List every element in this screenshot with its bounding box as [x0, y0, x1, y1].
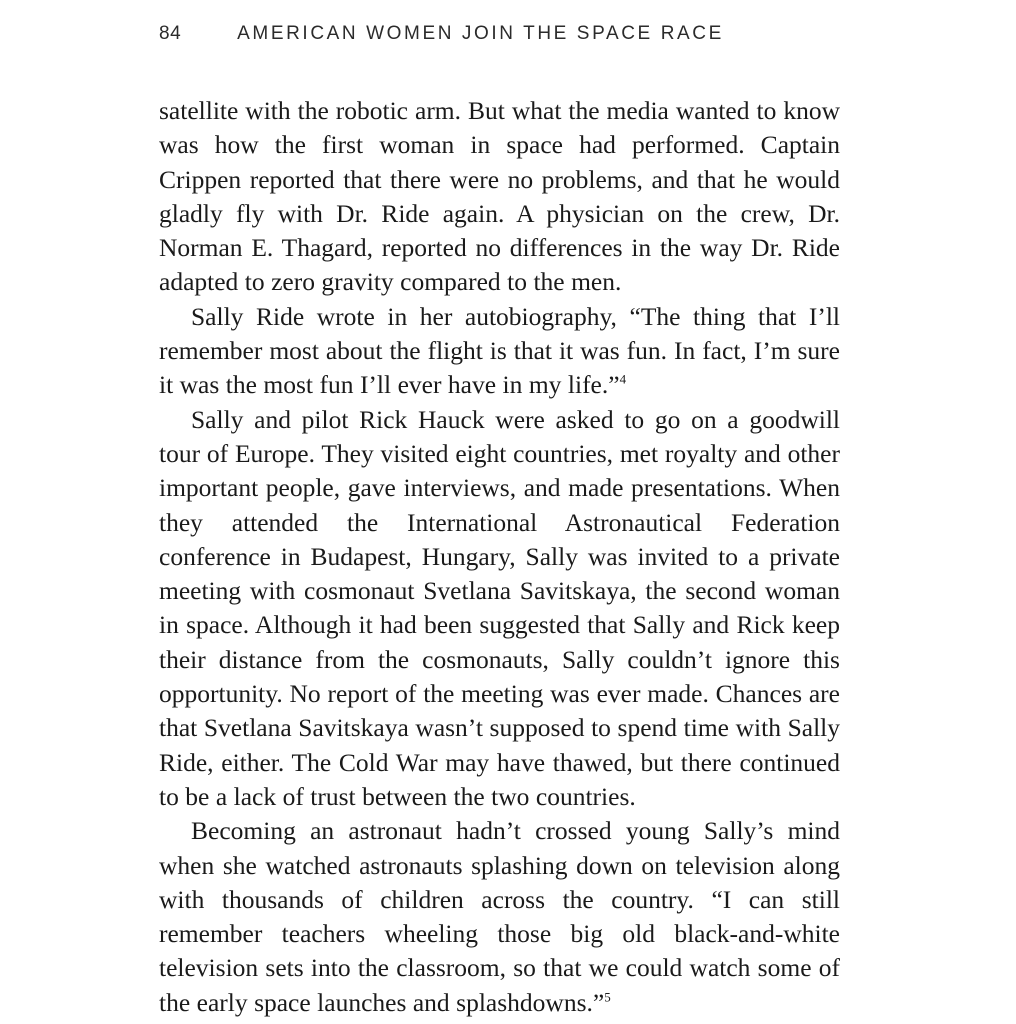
paragraph-text: Sally and pilot Rick Hauck were asked to go on a goodwill tour of Europe. They visited eight countries, met royalty and other important people, gave interviews, and made presentations. When they attended the International Astronautical Federation conference in Budapest, Hungary, Sally was invited to a private meeting with cosmonaut Svetlana Savitskaya, the second woman in space. Although it had been suggested that Sally and Rick keep their distance from the cosmonauts, Sally couldn’t ignore this opportunity. No report of the meeting was ever made. Chances are that Svetlana Savitskaya wasn’t supposed to spend time with Sally Ride, either. The Cold War may have thawed, but there continued to be a lack of trust between the two countries.	[159, 404, 840, 811]
running-title: AMERICAN WOMEN JOIN THE SPACE RACE	[237, 23, 724, 44]
paragraph-text: satellite with the robotic arm. But what the media wanted to know was how the first woman in space had performed. Captain Crippen reported that there were no problems, and that he would gladly fly with Dr. Ride again. A physician on the crew, Dr. Norman E. Thagard, reported no differences in the way Dr. Ride adapted to zero gravity compared to the men.	[159, 96, 840, 297]
running-head	[159, 20, 859, 48]
body-paragraph	[159, 403, 840, 815]
body-paragraph	[159, 300, 840, 403]
body-paragraph	[159, 814, 840, 1020]
paragraph-text: Becoming an astronaut hadn’t crossed young Sally’s mind when she watched astronauts splashing down on television along with thousands of children across the country. “I can still remember teachers wheeling those big old black-and-white television sets into the classroom, so that we could watch some of the early space launches and splashdowns.”	[159, 816, 840, 1017]
footnote-marker: 5	[604, 989, 611, 1005]
paragraph-text: Sally Ride wrote in her autobiography, “The thing that I’ll remember most about the flight is that it was fun. In fact, I’m sure it was the most fun I’ll ever have in my life.”	[159, 301, 840, 400]
text-block	[159, 94, 840, 1020]
body-paragraph	[159, 94, 840, 300]
page-number: 84	[159, 23, 182, 44]
footnote-marker: 4	[619, 371, 627, 387]
